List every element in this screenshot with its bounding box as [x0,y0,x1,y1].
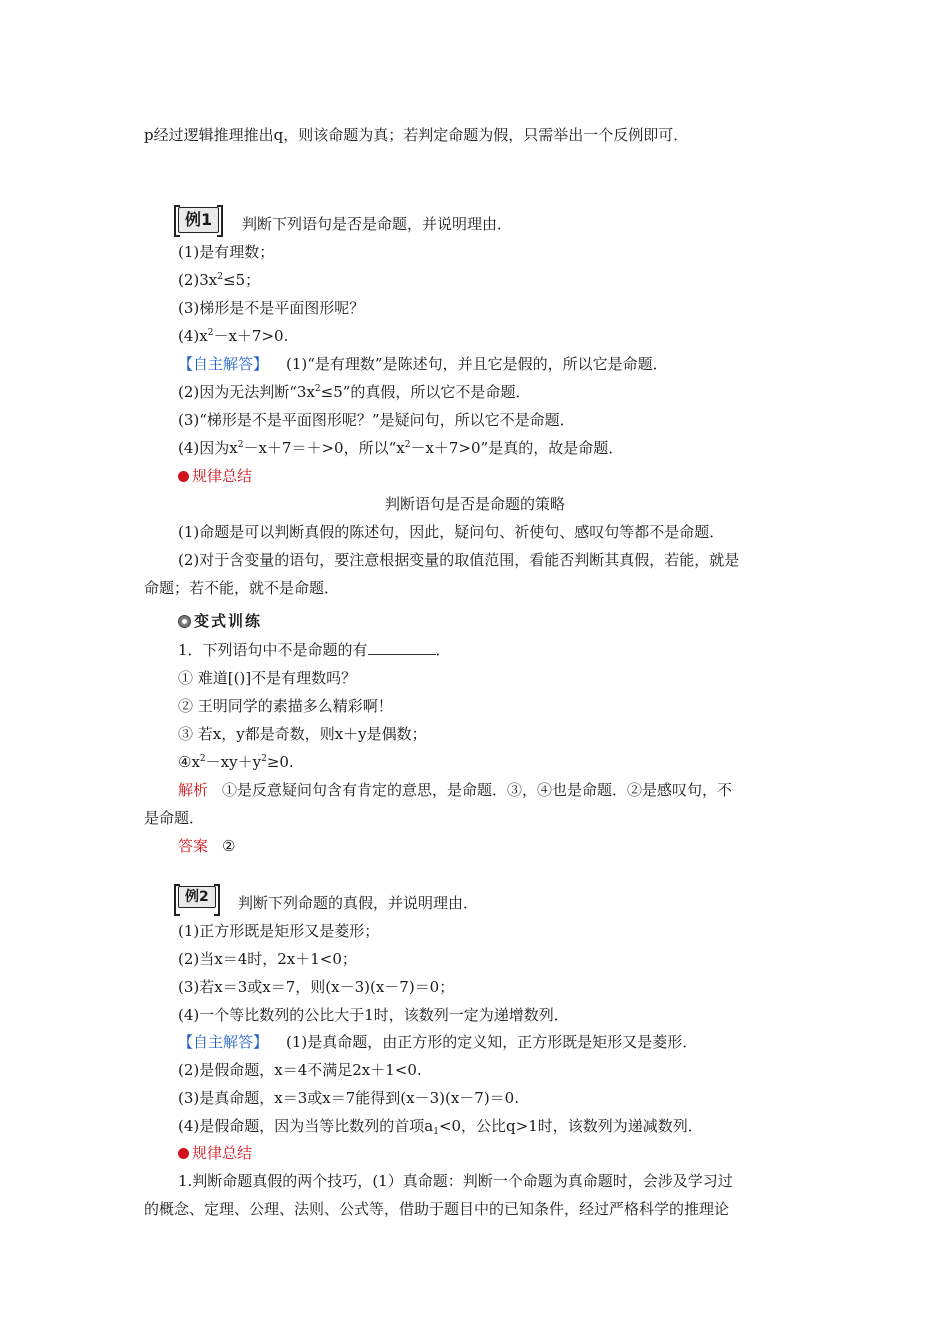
strategy-2b: 命题；若不能，就不是命题． [144,579,340,597]
bullet-dot-icon [178,1148,189,1159]
summary-2-line-2: 的概念、定理、公理、法则、公式等，借助于题目中的已知条件，经过严格科学的推理论 [144,1200,730,1218]
variant-analysis: 解析 ①是反意疑问句含有肯定的意思，是命题．③，④也是命题．②是感叹句，不 [178,781,733,799]
example-1-answer-2: (2)因为无法判断“$3x^2\le 5$”的真假，所以它不是命题． [178,383,531,401]
variant-training-heading: 变式训练 [178,611,262,631]
example-2-answer-1: 【自主解答】 (1)是真命题，由正方形的定义知，正方形既是矩形又是菱形． [178,1033,698,1051]
intro-text: p经过逻辑推理推出q，则该命题为真；若判定命题为假，只需举出一个反例即可． [144,126,689,144]
summary-heading-1: 规律总结 [178,466,252,486]
summary-heading-2: 规律总结 [178,1143,252,1163]
circle-bullet-icon [178,615,191,628]
example-1-answer-4: (4)因为$x^2-x+7=+>0$，所以“$x^2-x+7>0$”是真的，故是命题． [178,439,624,457]
example-1-item-1: (1)是有理数； [178,243,275,261]
analysis-label: 解析 [178,781,209,799]
example-2-item-4: (4)一个等比数列的公比大于1时，该数列一定为递增数列． [178,1006,569,1024]
variant-question: 1．下列语句中不是命题的有 ． [178,641,451,659]
example-1-item-2: $(2)3x^2\le 5$； [178,271,261,289]
variant-option-4: $④x^2-xy+y^2\ge 0$. [178,753,294,771]
example-1-badge: 例1 [178,207,219,233]
strategy-2a: (2)对于含变量的语句，要注意根据变量的取值范围，看能否判断其真假，若能，就是 [178,551,740,569]
example-2-item-2: (2)当x＝4时，2x＋1<0； [178,950,357,968]
example-2-badge: 例2 [178,886,216,908]
self-answer-label-2: 【自主解答】 [178,1033,269,1051]
answer-blank [368,640,436,655]
example-1-item-3: (3)梯形是不是平面图形呢？ [178,299,365,317]
answer-label: 答案 [178,837,209,855]
variant-option-1: ① 难道[()]不是有理数吗？ [178,669,357,687]
example-2-item-1: (1)正方形既是矩形又是菱形； [178,922,380,940]
example-2-question: 判断下列命题的真假，并说明理由． [238,894,479,912]
variant-option-3: ③ 若x，y都是奇数，则x＋y是偶数； [178,725,427,743]
variant-answer: 答案 ② [178,837,236,855]
summary-2-line-1: 1.判断命题真假的两个技巧，(1）真命题：判断一个命题为真命题时，会涉及学习过 [178,1172,733,1190]
example-1-answer-3: (3)“梯形是不是平面图形呢？”是疑问句，所以它不是命题． [178,411,575,429]
example-2-item-3: (3)若x＝3或x＝7，则(x－3)(x－7)＝0； [178,978,455,996]
strategy-title: 判断语句是否是命题的策略 [384,495,565,513]
example-1-question: 判断下列语句是否是命题，并说明理由． [242,215,513,233]
example-2-answer-3: (3)是真命题，x＝3或x＝7能得到(x－3)(x－7)＝0. [178,1089,519,1107]
self-answer-label: 【自主解答】 [178,355,269,373]
example-1-item-4: $(4)x^2-x+7>0$. [178,327,289,345]
variant-analysis-cont: 是命题． [144,809,205,827]
example-2-answer-4: (4)是假命题，因为当等比数列的首项$a_1<0$，公比q>1时，该数列为递减数列． [178,1117,703,1137]
example-2-answer-2: (2)是假命题，x＝4不满足2x＋1<0. [178,1061,422,1079]
example-1-answer-1: 【自主解答】 (1)“是有理数”是陈述句，并且它是假的，所以它是命题． [178,355,668,373]
variant-option-2: ② 王明同学的素描多么精彩啊！ [178,697,393,715]
strategy-1: (1)命题是可以判断真假的陈述句，因此，疑问句、祈使句、感叹句等都不是命题． [178,523,725,541]
bullet-dot-icon [178,471,189,482]
